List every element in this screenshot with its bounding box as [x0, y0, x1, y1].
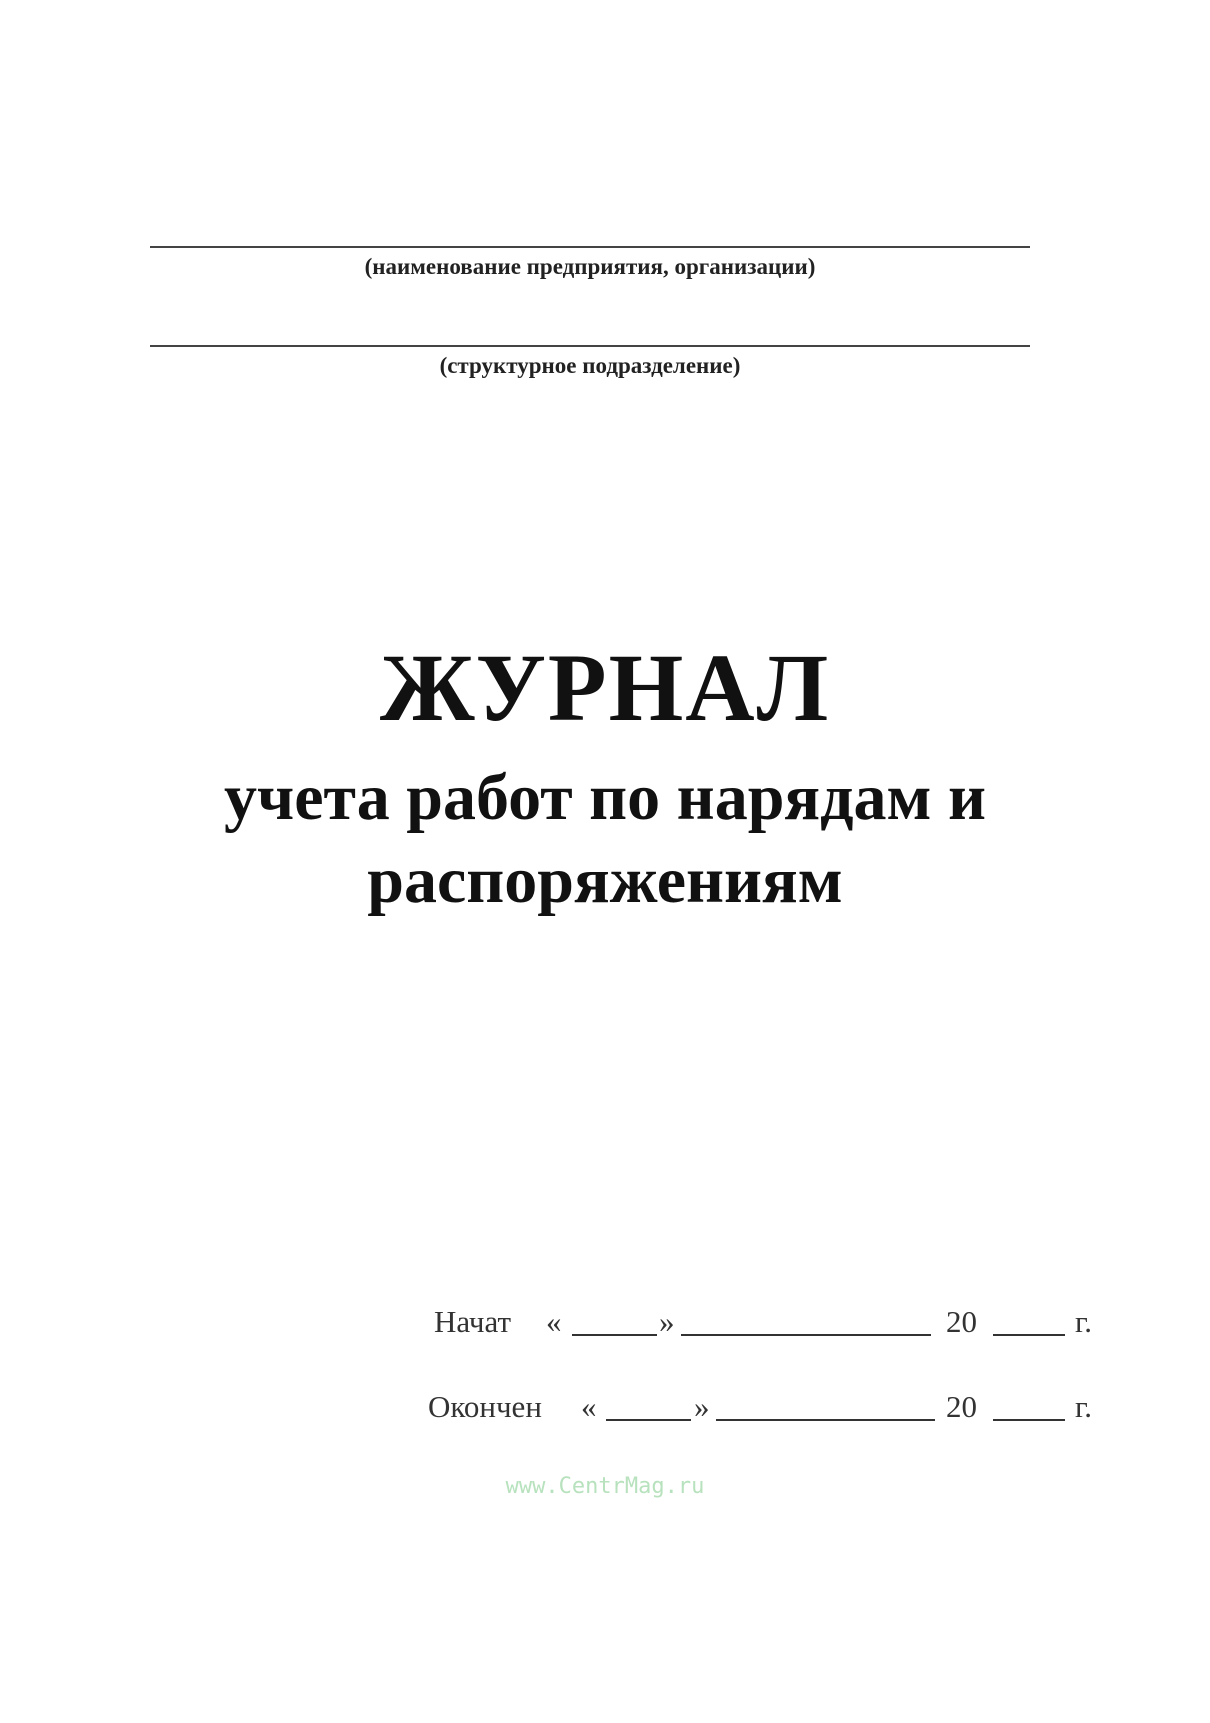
finished-year-suffix: г. [1075, 1389, 1092, 1424]
organization-name-line [150, 246, 1030, 248]
journal-subtitle-line-1: учета работ по нарядам и [224, 761, 986, 834]
started-date-row [0, 1302, 1210, 1342]
finished-month-blank [716, 1419, 935, 1421]
finished-close-quote: » [694, 1389, 710, 1424]
finished-date-row [0, 1387, 1210, 1427]
finished-day-blank [606, 1419, 691, 1421]
started-year-blank [993, 1334, 1065, 1336]
started-open-quote: « [546, 1304, 562, 1339]
organization-name-caption: (наименование предприятия, организации) [364, 254, 816, 279]
started-month-blank [681, 1334, 931, 1336]
started-day-blank [572, 1334, 657, 1336]
started-year-suffix: г. [1075, 1304, 1092, 1339]
journal-title: ЖУРНАЛ [379, 634, 831, 741]
finished-year-blank [993, 1419, 1065, 1421]
watermark-url: www.CentrMag.ru [505, 1474, 705, 1499]
finished-label: Окончен [428, 1389, 542, 1424]
finished-year-prefix: 20 [946, 1389, 977, 1424]
journal-subtitle-line-2: распоряжениям [367, 844, 843, 917]
started-close-quote: » [659, 1304, 675, 1339]
division-name-caption: (структурное подразделение) [439, 353, 741, 378]
started-year-prefix: 20 [946, 1304, 977, 1339]
started-label: Начат [434, 1304, 512, 1339]
finished-open-quote: « [581, 1389, 597, 1424]
division-name-line [150, 345, 1030, 347]
